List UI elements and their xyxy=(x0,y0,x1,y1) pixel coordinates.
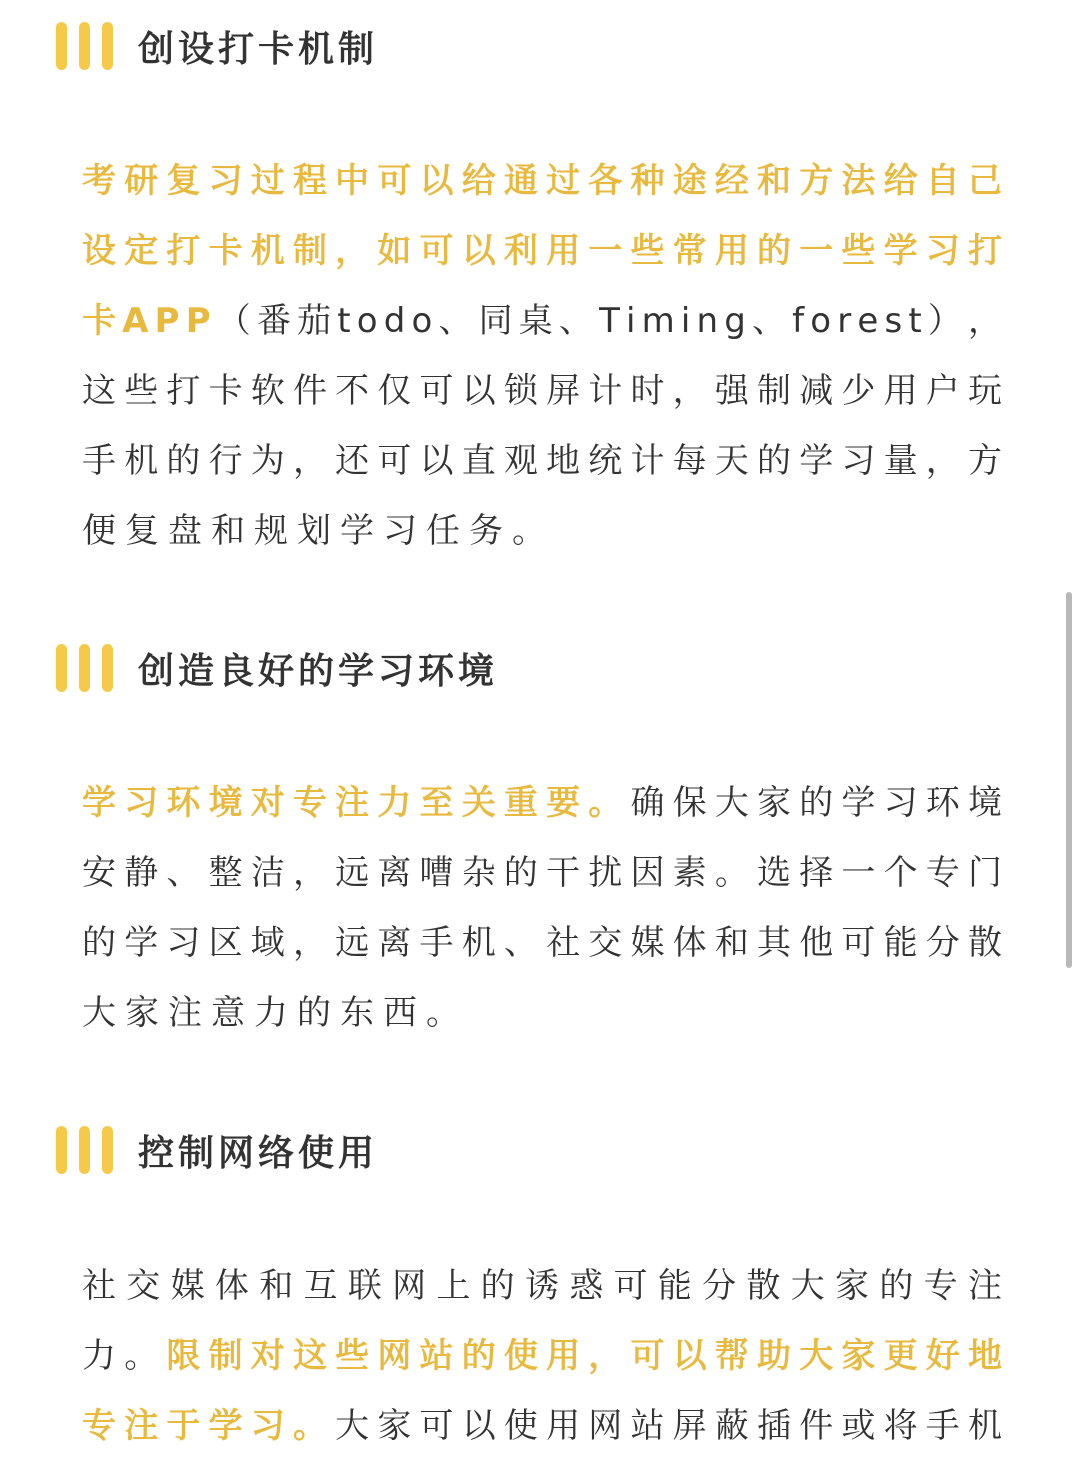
body-char: 同 xyxy=(478,301,513,341)
body-char: 可 xyxy=(841,923,876,963)
highlight-char: 好 xyxy=(925,1336,960,1376)
body-char: f xyxy=(792,301,805,341)
highlight-char: 定 xyxy=(124,231,159,271)
body-char: 时 xyxy=(630,371,665,411)
body-char: 学 xyxy=(841,783,876,823)
body-char: 网 xyxy=(588,1406,623,1446)
body-char: 一 xyxy=(841,853,876,893)
body-char: 联 xyxy=(347,1266,382,1306)
body-char: 量 xyxy=(883,441,918,481)
body-char: 、 xyxy=(166,853,201,893)
highlight-char: 中 xyxy=(335,161,370,201)
body-char: 用 xyxy=(546,1406,581,1446)
highlight-char: 助 xyxy=(757,1336,791,1376)
highlight-char: 大 xyxy=(799,1336,834,1376)
highlight-char: 法 xyxy=(841,161,876,201)
body-char: 地 xyxy=(546,441,581,481)
section-header-environment xyxy=(56,642,498,694)
accent-bars-icon xyxy=(56,1124,138,1176)
highlight-char: 利 xyxy=(503,231,538,271)
body-char: 屏 xyxy=(672,1406,707,1446)
body-char: s xyxy=(884,301,903,341)
highlight-char: 给 xyxy=(461,161,496,201)
body-char: 为 xyxy=(250,441,285,481)
body-char: 以 xyxy=(461,371,496,411)
highlight-char: 站 xyxy=(419,1336,454,1376)
highlight-char: 注 xyxy=(335,783,370,823)
section-header-network xyxy=(56,1124,378,1176)
body-char: 玩 xyxy=(967,371,1002,411)
highlight-char: 要 xyxy=(546,783,581,823)
highlight-char: 机 xyxy=(250,231,285,271)
body-char: 、 xyxy=(503,923,538,963)
highlight-char: 常 xyxy=(672,231,707,271)
body-char: t xyxy=(908,301,922,341)
highlight-char: 学 xyxy=(883,231,918,271)
highlight-char: 专 xyxy=(292,783,327,823)
body-char: 、 xyxy=(438,301,473,341)
paragraph-line xyxy=(82,1391,1002,1461)
body-char: 可 xyxy=(377,441,412,481)
highlight-char: 一 xyxy=(799,231,834,271)
body-char: 的 xyxy=(757,441,791,481)
body-char: 和 xyxy=(714,923,749,963)
section-title: 控制网络使用 xyxy=(138,1132,379,1174)
highlight-char: 过 xyxy=(546,161,581,201)
body-char: 手 xyxy=(82,441,116,481)
body-char: 环 xyxy=(925,783,960,823)
body-char: 区 xyxy=(208,923,243,963)
highlight-char: 些 xyxy=(630,231,665,271)
body-char: 的 xyxy=(166,441,201,481)
highlight-char: 习 xyxy=(250,1406,285,1446)
body-char: 计 xyxy=(630,441,665,481)
highlight-char: 限 xyxy=(166,1336,201,1376)
highlight-char: 程 xyxy=(292,161,327,201)
paragraph-line xyxy=(82,356,1002,426)
body-char: 还 xyxy=(335,441,370,481)
highlight-char: 各 xyxy=(588,161,623,201)
paragraph-checkin xyxy=(82,146,1002,566)
body-char: 整 xyxy=(208,853,243,893)
highlight-char: 帮 xyxy=(714,1336,749,1376)
body-char: 大 xyxy=(714,783,749,823)
body-char: 其 xyxy=(757,923,791,963)
body-char: t xyxy=(337,301,351,341)
highlight-char: 关 xyxy=(461,783,496,823)
body-char: 用 xyxy=(883,371,918,411)
highlight-char: 于 xyxy=(166,1406,201,1446)
body-char: 习 xyxy=(883,783,918,823)
highlight-char: 过 xyxy=(250,161,285,201)
highlight-char: 种 xyxy=(630,161,665,201)
paragraph-network xyxy=(82,1251,1002,1461)
body-char: 制 xyxy=(757,371,791,411)
body-char: 诱 xyxy=(524,1266,559,1306)
body-char: 天 xyxy=(714,441,749,481)
body-char: 确 xyxy=(630,783,665,823)
highlight-char: 研 xyxy=(124,161,159,201)
highlight-char: 途 xyxy=(672,161,707,201)
body-char: 社 xyxy=(546,923,581,963)
body-char: 静 xyxy=(124,853,159,893)
body-char: 他 xyxy=(799,923,834,963)
body-char: T xyxy=(599,301,620,341)
body-char: 的 xyxy=(879,1266,914,1306)
body-char: 散 xyxy=(746,1266,781,1306)
highlight-char: 和 xyxy=(757,161,791,201)
highlight-char: 一 xyxy=(588,231,623,271)
highlight-char: 家 xyxy=(841,1336,876,1376)
paragraph-line xyxy=(82,496,1002,566)
highlight-char: 些 xyxy=(335,1336,370,1376)
highlight-char: 以 xyxy=(419,161,454,201)
body-char: 机 xyxy=(124,441,159,481)
body-char: 专 xyxy=(923,1266,958,1306)
body-char: ， xyxy=(292,441,327,481)
body-char: 站 xyxy=(630,1406,665,1446)
highlight-char: P xyxy=(185,301,211,341)
body-char: 可 xyxy=(613,1266,648,1306)
body-char: 观 xyxy=(503,441,538,481)
body-char: 大 xyxy=(790,1266,825,1306)
body-char: 件 xyxy=(799,1406,834,1446)
paragraph-line xyxy=(82,838,1002,908)
highlight-char: 通 xyxy=(503,161,538,201)
paragraph-line xyxy=(82,978,1002,1048)
body-char: o xyxy=(356,301,378,341)
paragraph-line xyxy=(82,1251,1002,1321)
body-char: 个 xyxy=(883,853,918,893)
highlight-char: 。 xyxy=(588,783,623,823)
body-char: 上 xyxy=(436,1266,471,1306)
highlight-char: 设 xyxy=(82,231,116,271)
body-char: 的 xyxy=(503,853,538,893)
body-char: 行 xyxy=(208,441,243,481)
body-char: m xyxy=(641,301,675,341)
highlight-char: 用 xyxy=(546,1336,581,1376)
body-char: 分 xyxy=(702,1266,737,1306)
body-char: 。 xyxy=(124,1336,159,1376)
body-char: 习 xyxy=(841,441,876,481)
body-char: 媒 xyxy=(630,923,665,963)
body-char: 择 xyxy=(799,853,834,893)
body-char: 方 xyxy=(967,441,1002,481)
body-char: 散 xyxy=(967,923,1002,963)
highlight-char: 制 xyxy=(208,1336,243,1376)
highlight-char: 对 xyxy=(250,1336,285,1376)
paragraph-line xyxy=(82,216,1002,286)
highlight-char: A xyxy=(122,301,149,341)
body-char: 洁 xyxy=(250,853,285,893)
body-char: 素 xyxy=(672,853,707,893)
highlight-char: 地 xyxy=(967,1336,1002,1376)
body-char: 惑 xyxy=(569,1266,604,1306)
highlight-char: 学 xyxy=(82,783,116,823)
body-char: （ xyxy=(216,301,251,341)
body-char: 嘈 xyxy=(419,853,454,893)
body-char: 专 xyxy=(925,853,960,893)
body-char: 远 xyxy=(335,853,370,893)
body-char: 使 xyxy=(503,1406,538,1446)
body-char: 屏 xyxy=(546,371,581,411)
body-char: 能 xyxy=(657,1266,692,1306)
body-char: 门 xyxy=(967,853,1002,893)
paragraph-line xyxy=(82,146,1002,216)
body-char: 因 xyxy=(630,853,665,893)
highlight-char: 卡 xyxy=(82,301,116,341)
highlight-char: 己 xyxy=(967,161,1002,201)
body-char: 学 xyxy=(799,441,834,481)
highlight-char: 以 xyxy=(672,1336,707,1376)
body-char: 注 xyxy=(967,1266,1002,1306)
highlight-char: ， xyxy=(335,231,370,271)
highlight-char: 复 xyxy=(166,161,201,201)
highlight-char: ， xyxy=(588,1336,623,1376)
body-char: o xyxy=(411,301,433,341)
body-char: 习 xyxy=(166,923,201,963)
body-char: 直 xyxy=(461,441,496,481)
body-char: ， xyxy=(292,853,327,893)
body-char: 干 xyxy=(546,853,581,893)
body-char: 些 xyxy=(124,371,159,411)
body-text: 便复盘和规划学习任务。 xyxy=(82,511,555,551)
highlight-char: 至 xyxy=(419,783,454,823)
body-char: ， xyxy=(672,371,707,411)
paragraph-environment xyxy=(82,768,1002,1048)
highlight-char: 用 xyxy=(714,231,749,271)
accent-bars-icon xyxy=(56,20,138,72)
highlight-char: 以 xyxy=(461,231,496,271)
paragraph-line xyxy=(82,768,1002,838)
highlight-char: 的 xyxy=(757,231,791,271)
body-char: e xyxy=(857,301,879,341)
highlight-char: 注 xyxy=(124,1406,159,1446)
body-char: 交 xyxy=(126,1266,161,1306)
body-char: 、 xyxy=(751,301,786,341)
body-char: 少 xyxy=(841,371,876,411)
body-char: i xyxy=(626,301,636,341)
body-char: 分 xyxy=(925,923,960,963)
highlight-char: 自 xyxy=(925,161,960,201)
highlight-char: 用 xyxy=(546,231,581,271)
body-char: 软 xyxy=(250,371,285,411)
highlight-char: 打 xyxy=(166,231,201,271)
body-char: 不 xyxy=(335,371,370,411)
highlight-char: 可 xyxy=(630,1336,665,1376)
body-char: 力 xyxy=(82,1336,116,1376)
body-char: 强 xyxy=(714,371,749,411)
body-char: 卡 xyxy=(208,371,243,411)
highlight-char: 习 xyxy=(208,161,243,201)
body-char: r xyxy=(837,301,852,341)
body-char: 计 xyxy=(588,371,623,411)
body-char: 社 xyxy=(82,1266,116,1306)
body-char: 统 xyxy=(588,441,623,481)
highlight-char: 学 xyxy=(208,1406,243,1446)
body-char: 网 xyxy=(392,1266,427,1306)
highlight-char: 卡 xyxy=(208,231,243,271)
body-char: 可 xyxy=(419,371,454,411)
body-char: ） xyxy=(927,301,962,341)
body-char: 件 xyxy=(292,371,327,411)
body-char: 保 xyxy=(672,783,707,823)
body-char: 机 xyxy=(461,923,496,963)
body-char: 和 xyxy=(259,1266,294,1306)
body-char: 手 xyxy=(925,1406,960,1446)
body-text: 大家注意力的东西。 xyxy=(82,993,469,1033)
highlight-char: 网 xyxy=(377,1336,412,1376)
highlight-char: 给 xyxy=(883,161,918,201)
body-char: 体 xyxy=(672,923,707,963)
highlight-char: 重 xyxy=(503,783,538,823)
highlight-char: P xyxy=(154,301,180,341)
body-char: 户 xyxy=(925,371,960,411)
body-char: 交 xyxy=(588,923,623,963)
body-char: 机 xyxy=(967,1406,1002,1446)
body-char: d xyxy=(383,301,406,341)
body-char: 桌 xyxy=(518,301,553,341)
body-char: 媒 xyxy=(170,1266,205,1306)
body-char: 锁 xyxy=(503,371,538,411)
body-char: 或 xyxy=(841,1406,876,1446)
body-char: 仅 xyxy=(377,371,412,411)
body-char: 每 xyxy=(672,441,707,481)
section-title: 创设打卡机制 xyxy=(138,28,379,70)
body-char: 选 xyxy=(757,853,791,893)
highlight-char: 。 xyxy=(292,1406,327,1446)
highlight-char: 更 xyxy=(883,1336,918,1376)
body-char: 家 xyxy=(835,1266,870,1306)
body-char: n xyxy=(696,301,719,341)
body-char: 离 xyxy=(377,853,412,893)
body-char: 大 xyxy=(335,1406,370,1446)
body-char: 体 xyxy=(214,1266,249,1306)
highlight-char: 经 xyxy=(714,161,749,201)
highlight-char: 习 xyxy=(124,783,159,823)
body-char: 以 xyxy=(461,1406,496,1446)
body-char: 手 xyxy=(419,923,454,963)
body-char: 的 xyxy=(799,783,834,823)
highlight-char: 专 xyxy=(82,1406,116,1446)
accent-bars-icon xyxy=(56,642,138,694)
body-char: 能 xyxy=(883,923,918,963)
paragraph-line xyxy=(82,1321,1002,1391)
body-char: 。 xyxy=(714,853,749,893)
highlight-char: 这 xyxy=(292,1336,327,1376)
body-char: 番 xyxy=(256,301,291,341)
body-char: 的 xyxy=(82,923,116,963)
body-char: 离 xyxy=(377,923,412,963)
body-char: 、 xyxy=(558,301,593,341)
paragraph-line xyxy=(82,908,1002,978)
highlight-char: 如 xyxy=(377,231,412,271)
body-char: 学 xyxy=(124,923,159,963)
highlight-char: 打 xyxy=(967,231,1002,271)
body-char: 安 xyxy=(82,853,116,893)
highlight-char: 可 xyxy=(377,161,412,201)
highlight-char: 的 xyxy=(461,1336,496,1376)
section-header-checkin xyxy=(56,20,378,72)
body-char: 远 xyxy=(335,923,370,963)
body-char: 互 xyxy=(303,1266,338,1306)
body-char: 家 xyxy=(377,1406,412,1446)
paragraph-line xyxy=(82,286,1002,356)
highlight-char: 方 xyxy=(799,161,834,201)
body-char: 域 xyxy=(250,923,285,963)
body-char: 家 xyxy=(757,783,791,823)
highlight-char: 考 xyxy=(82,161,116,201)
body-char: 蔽 xyxy=(714,1406,749,1446)
body-char: 打 xyxy=(166,371,201,411)
body-char: 可 xyxy=(419,1406,454,1446)
body-char: 插 xyxy=(757,1406,791,1446)
paragraph-line xyxy=(82,426,1002,496)
highlight-char: 环 xyxy=(166,783,201,823)
body-char: 减 xyxy=(799,371,834,411)
highlight-char: 习 xyxy=(925,231,960,271)
body-char: ， xyxy=(292,923,327,963)
body-char: g xyxy=(724,301,746,341)
highlight-char: 力 xyxy=(377,783,412,823)
body-char: 这 xyxy=(82,371,116,411)
body-char: ， xyxy=(925,441,960,481)
body-char: 将 xyxy=(883,1406,918,1446)
body-char: o xyxy=(810,301,832,341)
section-title: 创造良好的学习环境 xyxy=(138,650,499,692)
body-char: 扰 xyxy=(588,853,623,893)
body-char: i xyxy=(680,301,691,341)
body-char: 境 xyxy=(967,783,1002,823)
highlight-char: 使 xyxy=(503,1336,538,1376)
body-char: 杂 xyxy=(461,853,496,893)
highlight-char: 些 xyxy=(841,231,876,271)
body-char: 茄 xyxy=(297,301,332,341)
highlight-char: 制 xyxy=(292,231,327,271)
body-char: ， xyxy=(968,301,1002,341)
body-char: 以 xyxy=(419,441,454,481)
body-char: 的 xyxy=(480,1266,515,1306)
highlight-char: 可 xyxy=(419,231,454,271)
highlight-char: 对 xyxy=(250,783,285,823)
vertical-scrollbar[interactable] xyxy=(1066,592,1072,968)
highlight-char: 境 xyxy=(208,783,243,823)
